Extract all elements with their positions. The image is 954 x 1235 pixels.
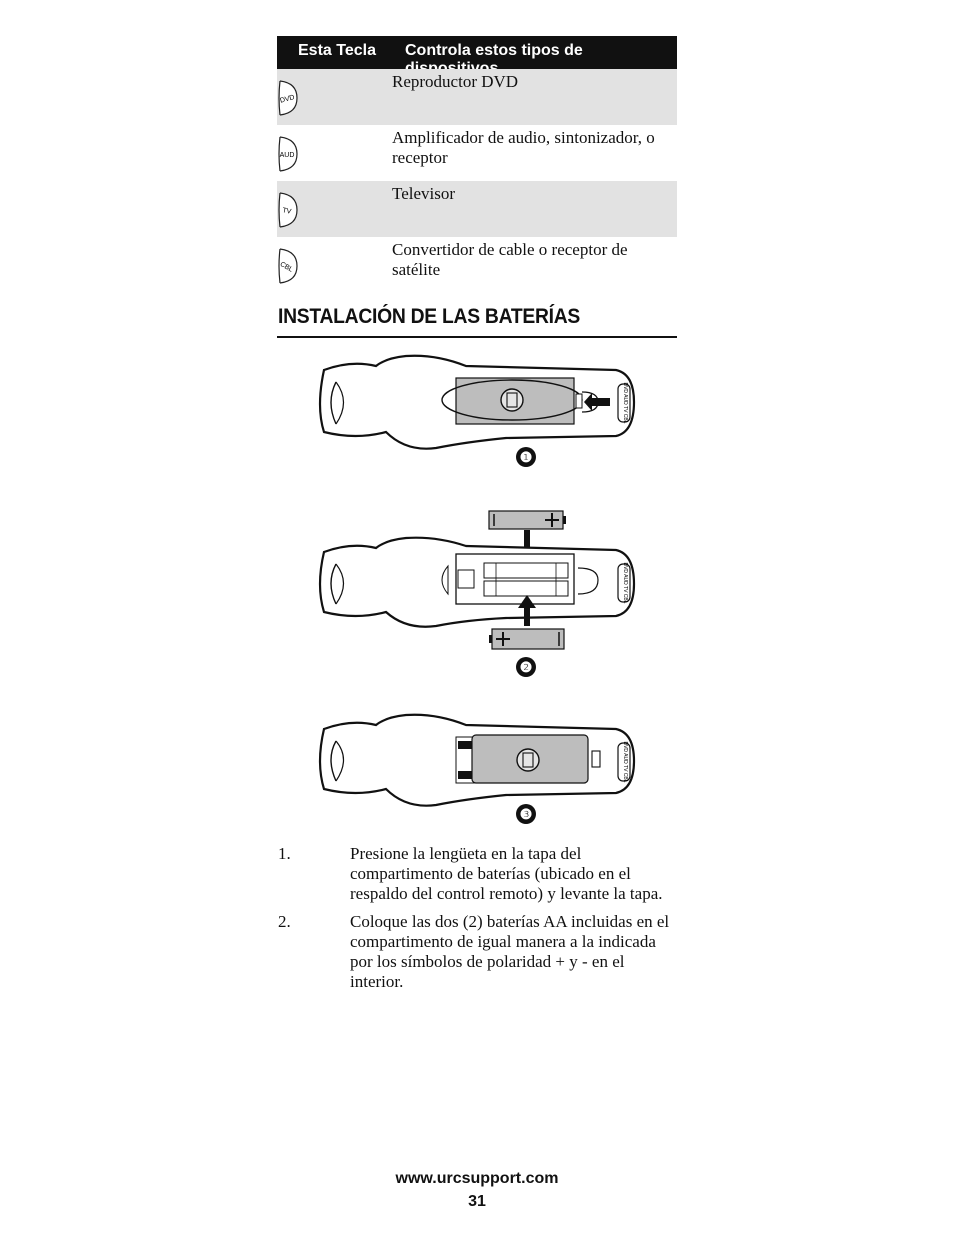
section-title: INSTALACIÓN DE LAS BATERÍAS [278,305,581,328]
side-key-labels: DVD AUD TV CBL [622,382,628,424]
step-text: Presione la lengüeta en la tapa del compartimento de baterías (ubicado en el respaldo del control remoto) y levante la tapa. [350,844,663,903]
device-table [277,36,677,293]
step-number: 1. [278,844,291,863]
step-1-marker: ❶ [516,447,536,467]
tv-key-icon [278,191,299,229]
side-key-labels: DVD AUD TV CBL [622,741,628,783]
step-text: Coloque las dos (2) baterías AA incluidas en el compartimento de igual manera a la indicada por los símbolos de polaridad + y - en el interior. [350,912,670,991]
row-description: Televisor [392,184,456,203]
cbl-key-icon [278,247,299,285]
row-description: Convertidor de cable o receptor de satélite [392,240,628,279]
step-3-marker: ❸ [516,804,536,824]
table-row [277,69,677,125]
remote-cover-replaced-illustration [316,713,640,811]
aud-key-icon [278,135,299,173]
step-2-marker: ❷ [516,657,536,677]
page-number: 31 [468,1193,486,1210]
remote-back-cover-closed-illustration [316,352,640,452]
key-label: DVD [279,94,296,105]
table-row [277,181,677,237]
side-key-labels: DVD AUD TV CBL [622,562,628,604]
instruction-step [278,912,678,994]
footer-url: www.urcsupport.com [395,1170,559,1187]
table-row [277,125,677,181]
header-key: Esta Tecla [298,42,376,59]
table-header [277,36,677,69]
key-label: AUD [279,152,295,159]
table-row [277,237,677,293]
header-controls: Controla estos tipos de [405,42,583,59]
dvd-key-icon [278,79,299,117]
instruction-step [278,844,678,906]
key-label: TV [281,207,292,216]
step-number: 2. [278,912,291,931]
section-divider [277,336,677,338]
key-label: CBL [278,260,294,274]
row-description: Amplificador de audio, sintonizador, o receptor [392,128,655,167]
remote-battery-insertion-illustration [316,508,640,653]
row-description: Reproductor DVD [392,72,519,91]
